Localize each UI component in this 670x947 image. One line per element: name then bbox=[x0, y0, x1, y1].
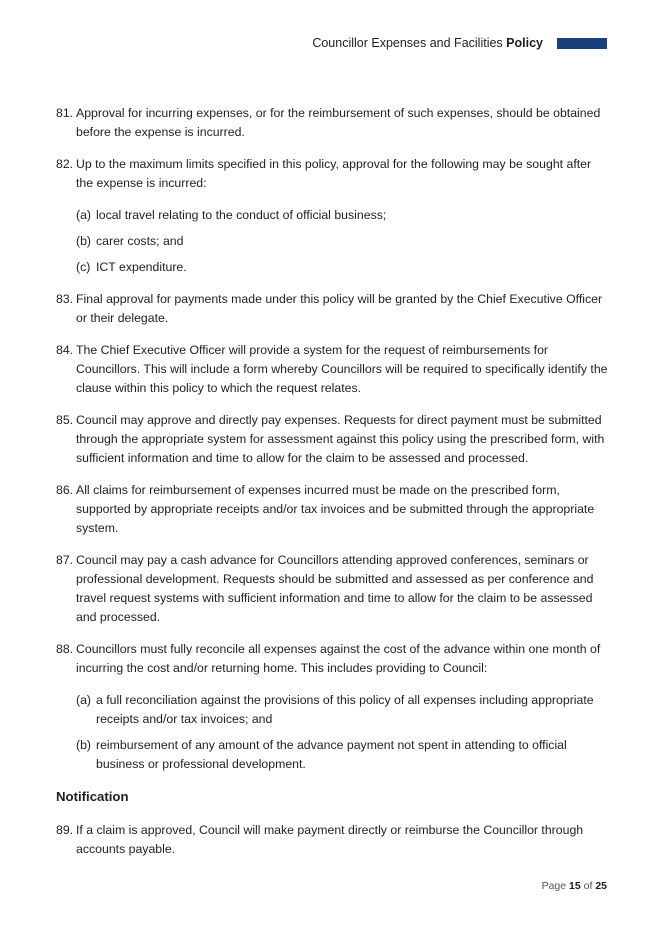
subclause-text: reimbursement of any amount of the advance payment not spent in attending to official business or professional development. bbox=[96, 738, 567, 771]
clause-number: 82. bbox=[56, 157, 74, 171]
clause-text: Up to the maximum limits specified in this policy, approval for the following may be sought after the expense is incurred: bbox=[76, 157, 592, 190]
document-body bbox=[56, 104, 608, 872]
clause-number: 83. bbox=[56, 292, 74, 306]
clause-84 bbox=[56, 341, 608, 398]
clause-text: If a claim is approved, Council will make payment directly or reimburse the Councillor through accounts payable. bbox=[76, 823, 584, 856]
document-title-emphasis: Policy bbox=[506, 36, 543, 50]
subclause-label: (b) bbox=[76, 234, 92, 248]
page-header bbox=[312, 36, 607, 50]
clause-number: 81. bbox=[56, 106, 74, 120]
clause-number: 86. bbox=[56, 483, 74, 497]
clause-number: 87. bbox=[56, 553, 74, 567]
header-accent-bar bbox=[557, 38, 607, 49]
clause-text: All claims for reimbursement of expenses incurred must be made on the prescribed form, supported by appropriate receipts and/or tax invoices and be submitted through the appropriate system. bbox=[76, 483, 595, 535]
clause-text: Final approval for payments made under this policy will be granted by the Chief Executive Officer or their delegate. bbox=[76, 292, 603, 325]
clause-text: Council may approve and directly pay expenses. Requests for direct payment must be submitted through the appropriate system for assessment against this policy using the prescribed form, with sufficient information and time to allow for the claim to be assessed and processed. bbox=[76, 413, 605, 465]
clause-85 bbox=[56, 411, 608, 468]
subclause-82b bbox=[76, 232, 608, 251]
clause-text: Council may pay a cash advance for Councillors attending approved conferences, seminars or professional development. Requests should be submitted and assessed as per conference and travel request systems with sufficient information and time to allow for the claim to be assessed and processed. bbox=[76, 553, 594, 624]
subclause-88a bbox=[76, 691, 608, 729]
subclause-82c bbox=[76, 258, 608, 277]
total-page-count: 25 bbox=[595, 880, 607, 892]
clause-text: Approval for incurring expenses, or for the reimbursement of such expenses, should be obtained before the expense is incurred. bbox=[76, 106, 601, 139]
subclause-88b bbox=[76, 736, 608, 774]
clause-number: 84. bbox=[56, 343, 74, 357]
clause-82 bbox=[56, 155, 608, 193]
document-title bbox=[312, 36, 543, 50]
document-title-text: Councillor Expenses and Facilities bbox=[312, 36, 503, 50]
clause-87 bbox=[56, 551, 608, 627]
subclause-label: (a) bbox=[76, 693, 92, 707]
subclause-text: a full reconciliation against the provisions of this policy of all expenses including appropriate receipts and/or tax invoices; and bbox=[96, 693, 594, 726]
current-page-number: 15 bbox=[569, 880, 581, 892]
clause-83 bbox=[56, 290, 608, 328]
clause-number: 85. bbox=[56, 413, 74, 427]
clause-88 bbox=[56, 640, 608, 678]
clause-89 bbox=[56, 821, 608, 859]
section-heading: Notification bbox=[56, 789, 129, 804]
subclause-text: local travel relating to the conduct of official business; bbox=[96, 208, 387, 222]
subclause-text: carer costs; and bbox=[96, 234, 184, 248]
clause-text: The Chief Executive Officer will provide a system for the request of reimbursements for Councillors. This will include a form whereby Councillors will be required to specifically identify the clause within this policy to which the request relates. bbox=[76, 343, 608, 395]
subclause-text: ICT expenditure. bbox=[96, 260, 187, 274]
page-of-label: of bbox=[583, 880, 593, 892]
clause-86 bbox=[56, 481, 608, 538]
clause-text: Councillors must fully reconcile all expenses against the cost of the advance within one month of incurring the cost and/or returning home. This includes providing to Council: bbox=[76, 642, 601, 675]
clause-number: 89. bbox=[56, 823, 74, 837]
clause-number: 88. bbox=[56, 642, 74, 656]
page-footer bbox=[542, 880, 607, 892]
subclause-82a bbox=[76, 206, 608, 225]
page-label: Page bbox=[541, 880, 567, 892]
clause-81 bbox=[56, 104, 608, 142]
subclause-label: (c) bbox=[76, 260, 91, 274]
subclause-label: (a) bbox=[76, 208, 92, 222]
subclause-label: (b) bbox=[76, 738, 92, 752]
